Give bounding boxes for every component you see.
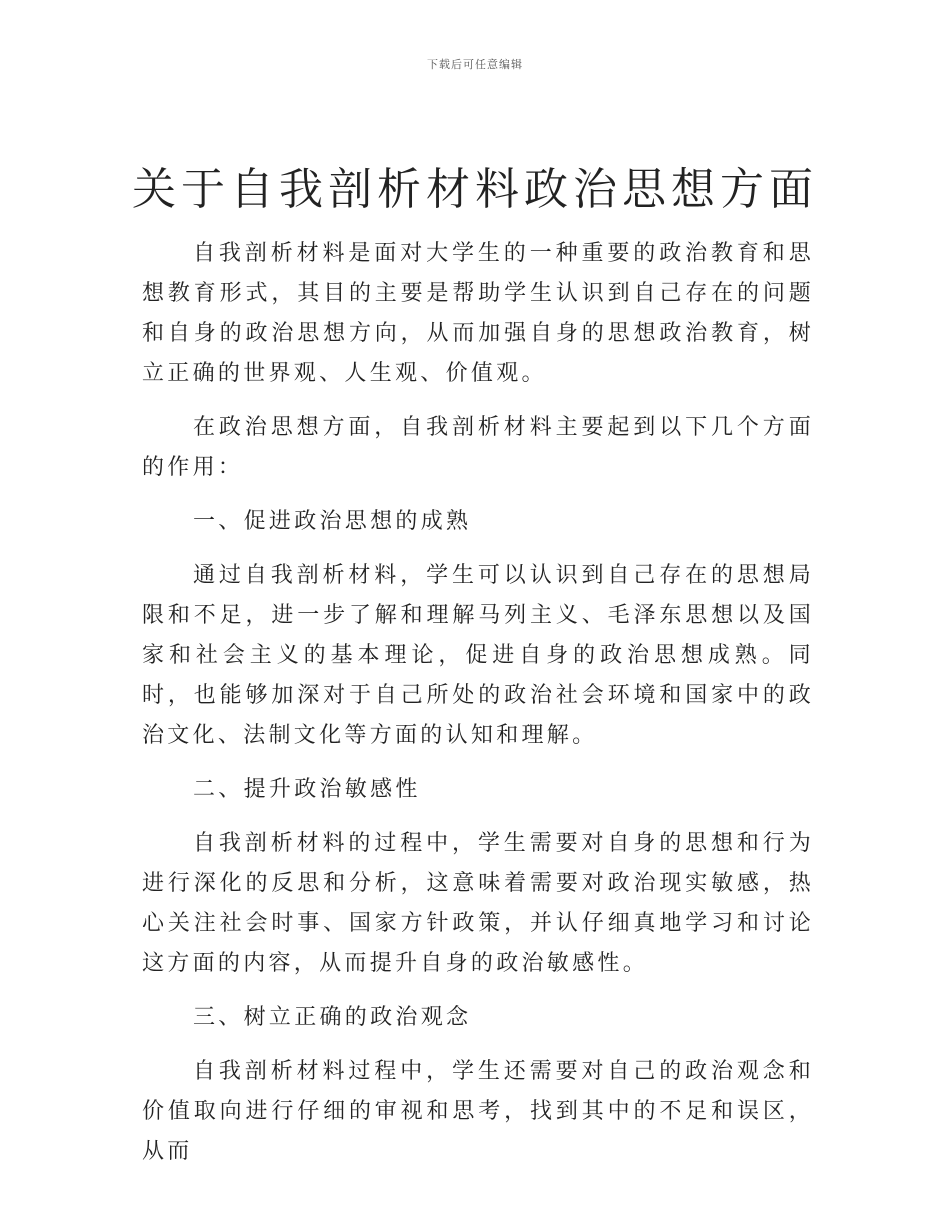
section-paragraph-2: 自我剖析材料的过程中，学生需要对自身的思想和行为进行深化的反思和分析，这意味着需要对政治现实敏感，热心关注社会时事、国家方针政策，并认仔细真地学习和讨论这方面的内容，从而提升自身的政治敏感性。 — [142, 831, 814, 976]
document-title: 关于自我剖析材料政治思想方面 — [132, 164, 818, 215]
page-header-note: 下载后可任意编辑 — [427, 58, 523, 71]
section-heading-3: 三、树立正确的政治观念 — [193, 1005, 472, 1030]
intro-paragraph: 自我剖析材料是面对大学生的一种重要的政治教育和思想教育形式，其目的主要是帮助学生认识到自己存在的问题和自身的政治思想方向，从而加强自身的思想政治教育，树立正确的世界观、人生观、价值观。 — [142, 241, 814, 386]
section-paragraph-1: 通过自我剖析材料，学生可以认识到自己存在的思想局限和不足，进一步了解和理解马列主义、毛泽东思想以及国家和社会主义的基本理论，促进自身的政治思想成熟。同时，也能够加深对于自己所处的政治社会环境和国家中的政治文化、法制文化等方面的认知和理解。 — [142, 563, 814, 748]
lead-paragraph: 在政治思想方面，自我剖析材料主要起到以下几个方面的作用： — [142, 415, 814, 480]
section-heading-1: 一、促进政治思想的成熟 — [193, 509, 472, 534]
section-heading-2: 二、提升政治敏感性 — [193, 777, 421, 802]
section-paragraph-3: 自我剖析材料过程中，学生还需要对自己的政治观念和价值取向进行仔细的审视和思考，找到其中的不足和误区，从而 — [142, 1059, 814, 1164]
document-body — [142, 234, 814, 1186]
